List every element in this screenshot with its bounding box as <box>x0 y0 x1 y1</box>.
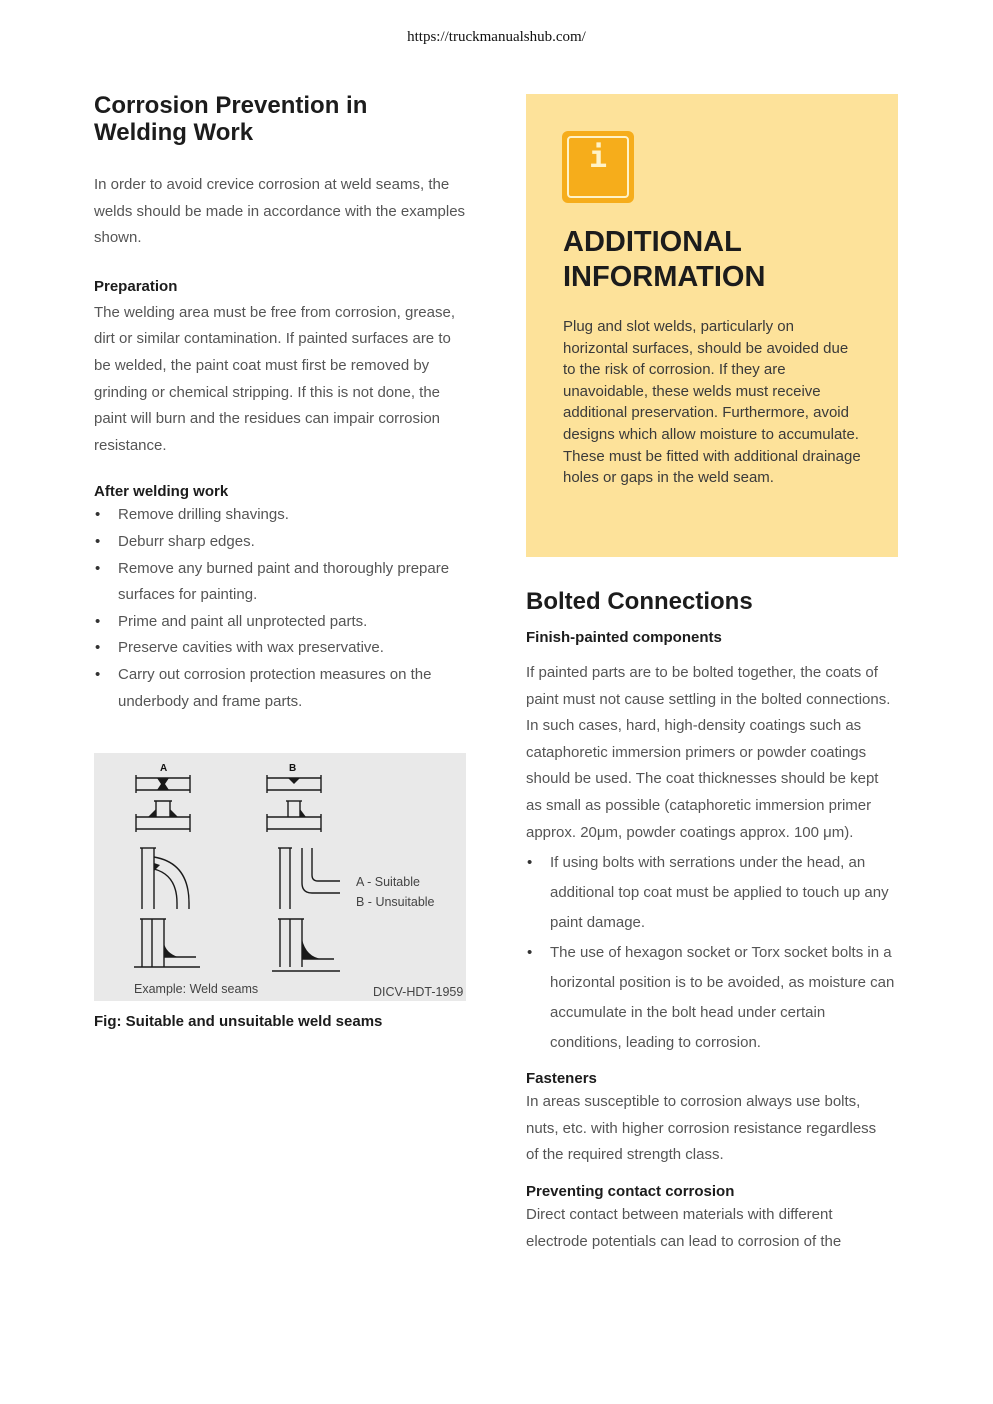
info-icon-glyph: i <box>588 140 608 175</box>
after-welding-list <box>94 502 466 715</box>
after-welding-heading: After welding work <box>94 483 229 501</box>
figure-code: DICV-HDT-1959 <box>373 985 464 999</box>
contact-text: Direct contact between materials with different electrode potentials can lead to corrosion of the <box>526 1205 842 1250</box>
bolted-list <box>526 848 898 1058</box>
finish-heading: Finish-painted components <box>526 629 722 646</box>
fasteners-heading: Fasteners <box>526 1070 597 1088</box>
figure-example-label: Example: Weld seams <box>134 982 259 996</box>
info-title: ADDITIONAL INFORMATION <box>563 226 766 293</box>
weld-seams-figure <box>94 753 466 1001</box>
section-title: Corrosion Prevention in Welding Work <box>94 92 368 146</box>
intro-text: In order to avoid crevice corrosion at weld seams, the welds should be made in accordance with the examples shown. <box>94 176 466 247</box>
list-item: • If using bolts with serrations under the head, an additional top coat must be applied to touch up any paint damage. <box>526 848 898 938</box>
preparation-text: The welding area must be free from corrosion, grease, dirt or similar contamination. If painted surfaces are to be welded, the paint coat must first be removed by grinding or chemical stripping. If this is not done, the paint will burn and the residues can impair corrosion resistance. <box>94 303 456 454</box>
info-text: Plug and slot welds, particularly on horizontal surfaces, should be avoided due to the risk of corrosion. If they are unavoidable, these welds must receive additional preservation. Furthermore, avoid designs which allow moisture to accumulate. These must be fitted with additional drainage holes or gaps in the weld seam. <box>563 318 861 487</box>
list-item: • Carry out corrosion protection measures on the underbody and frame parts. <box>94 662 466 715</box>
legend-suitable: A - Suitable <box>356 875 420 889</box>
list-item: • Remove any burned paint and thoroughly prepare surfaces for painting. <box>94 556 466 609</box>
figure-caption: Fig: Suitable and unsuitable weld seams <box>94 1013 383 1030</box>
contact-heading: Preventing contact corrosion <box>526 1182 735 1200</box>
legend-unsuitable: B - Unsuitable <box>356 895 435 909</box>
label-a: A <box>160 763 168 774</box>
bolted-connections-section <box>526 588 898 1255</box>
page-url: https://truckmanualshub.com/ <box>407 29 586 45</box>
preparation-heading: Preparation <box>94 277 178 295</box>
label-b: B <box>289 763 297 774</box>
list-item: • Prime and paint all unprotected parts. <box>94 609 466 636</box>
fasteners-text: In areas susceptible to corrosion always use bolts, nuts, etc. with higher corrosion resistance regardless of the required strength class. <box>526 1093 877 1164</box>
list-item: • Remove drilling shavings. <box>94 502 466 529</box>
list-item: • Deburr sharp edges. <box>94 529 466 556</box>
left-column <box>94 92 466 715</box>
list-item: • The use of hexagon socket or Torx socket bolts in a horizontal position is to be avoided, as moisture can accumulate in the bolt head under certain conditions, leading to corrosion. <box>526 938 898 1058</box>
finish-text: If painted parts are to be bolted together, the coats of paint must not cause settling in the bolted connections. In such cases, hard, high-density coatings such as cataphoretic immersion primers or powder coatings should be used. The coat thicknesses should be kept as small as possible (cataphoretic immersion primer approx. 20μm, powder coatings approx. 100 μm). <box>526 664 891 841</box>
bolted-title: Bolted Connections <box>526 588 753 615</box>
additional-info-box <box>526 94 898 557</box>
list-item: • Preserve cavities with wax preservative. <box>94 635 466 662</box>
info-icon <box>562 131 634 203</box>
